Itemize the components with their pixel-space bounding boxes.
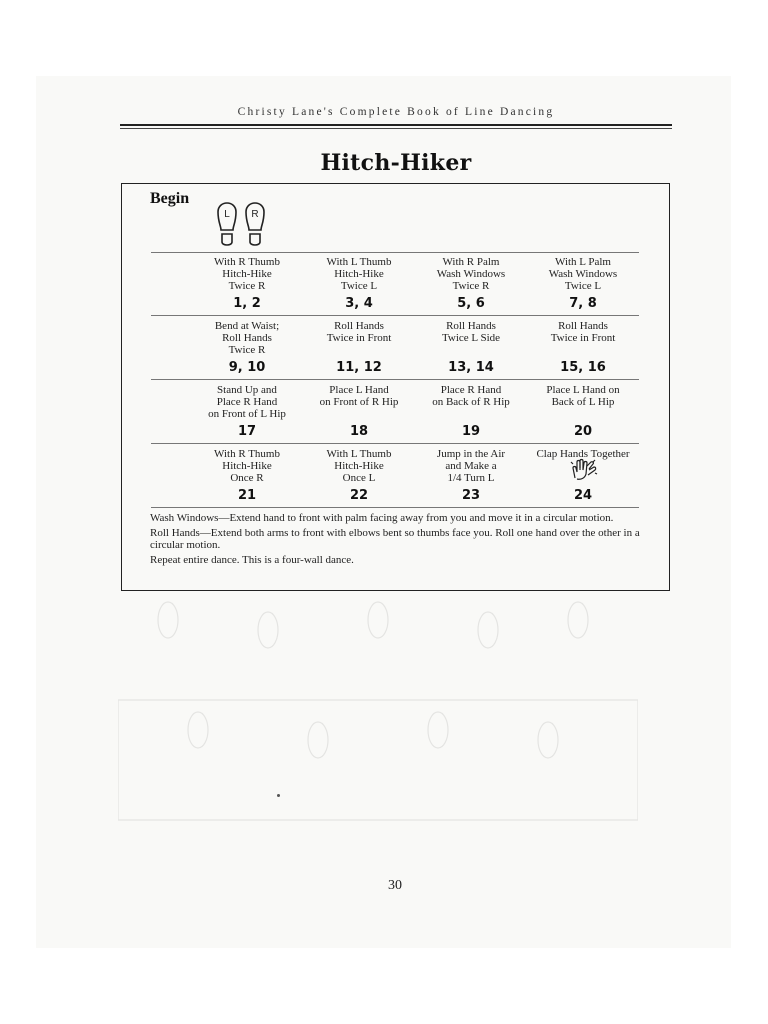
step-line: With L Thumb bbox=[326, 256, 392, 268]
step-counts: 13, 14 bbox=[448, 360, 494, 375]
step-line: Place L Hand bbox=[329, 384, 389, 396]
step-line: Jump in the Air bbox=[436, 448, 506, 460]
step-line: Hitch-Hike bbox=[334, 460, 384, 472]
row-divider bbox=[151, 315, 639, 316]
step-line: Twice L bbox=[340, 280, 378, 292]
starting-feet-icon bbox=[212, 196, 272, 248]
step-17 bbox=[188, 384, 306, 420]
step-counts: 5, 6 bbox=[457, 296, 485, 311]
begin-label: Begin bbox=[150, 190, 190, 207]
step-counts: 19 bbox=[461, 424, 481, 439]
step-counts: 20 bbox=[573, 424, 593, 439]
step-11-12 bbox=[300, 320, 418, 344]
step-line: Roll Hands bbox=[334, 320, 384, 332]
step-line: Once R bbox=[230, 472, 264, 484]
step-line: Back of L Hip bbox=[551, 396, 615, 408]
step-line: Roll Hands bbox=[446, 320, 496, 332]
step-line: Twice L bbox=[564, 280, 602, 292]
step-line: Twice in Front bbox=[326, 332, 392, 344]
step-line: Place L Hand on bbox=[546, 384, 620, 396]
step-counts: 23 bbox=[461, 488, 481, 503]
step-3-4 bbox=[300, 256, 418, 292]
step-line: With L Palm bbox=[555, 256, 611, 268]
step-line: Roll Hands bbox=[558, 320, 608, 332]
step-counts: 18 bbox=[349, 424, 369, 439]
step-counts: 22 bbox=[349, 488, 369, 503]
step-counts: 11, 12 bbox=[336, 360, 382, 375]
step-line: Wash Windows bbox=[436, 268, 506, 280]
header-rule-thin bbox=[120, 128, 672, 129]
step-line: Twice L Side bbox=[441, 332, 501, 344]
step-7-8 bbox=[524, 256, 642, 292]
row-divider bbox=[151, 507, 639, 508]
step-counts: 24 bbox=[573, 488, 593, 503]
step-13-14 bbox=[412, 320, 530, 344]
step-counts: 15, 16 bbox=[560, 360, 606, 375]
step-23 bbox=[412, 448, 530, 484]
step-line: Bend at Waist; bbox=[214, 320, 280, 332]
step-20 bbox=[524, 384, 642, 408]
clapping-hands-icon bbox=[569, 458, 599, 482]
step-line: and Make a bbox=[445, 460, 497, 472]
step-line: Twice R bbox=[228, 344, 266, 356]
step-19 bbox=[412, 384, 530, 408]
right-foot-label: R bbox=[251, 209, 259, 220]
step-5-6 bbox=[412, 256, 530, 292]
row-divider bbox=[151, 252, 639, 253]
step-line: Twice R bbox=[228, 280, 266, 292]
step-line: on Front of L Hip bbox=[208, 408, 286, 420]
step-1-2 bbox=[188, 256, 306, 292]
step-line: With R Thumb bbox=[214, 448, 280, 460]
dance-notes bbox=[150, 512, 644, 569]
row-divider bbox=[151, 379, 639, 380]
step-line: Twice R bbox=[452, 280, 490, 292]
step-line: Wash Windows bbox=[548, 268, 618, 280]
step-line: Clap Hands Together bbox=[536, 448, 630, 460]
note-repeat: Repeat entire dance. This is a four-wall dance. bbox=[150, 554, 354, 566]
right-foot-heel-icon bbox=[250, 234, 260, 245]
step-counts: 21 bbox=[237, 488, 257, 503]
step-line: Hitch-Hike bbox=[222, 460, 272, 472]
speck bbox=[277, 794, 280, 797]
step-18 bbox=[300, 384, 418, 408]
step-line: With R Palm bbox=[442, 256, 500, 268]
step-line: Twice in Front bbox=[550, 332, 616, 344]
step-counts: 9, 10 bbox=[228, 360, 266, 375]
step-line: Roll Hands bbox=[222, 332, 272, 344]
step-counts: 7, 8 bbox=[569, 296, 597, 311]
step-line: Stand Up and bbox=[217, 384, 277, 396]
step-counts: 1, 2 bbox=[233, 296, 261, 311]
step-line: With L Thumb bbox=[326, 448, 392, 460]
row-divider bbox=[151, 443, 639, 444]
step-15-16 bbox=[524, 320, 642, 344]
left-foot-heel-icon bbox=[222, 234, 232, 245]
step-counts: 3, 4 bbox=[345, 296, 373, 311]
step-line: on Front of R Hip bbox=[319, 396, 399, 408]
step-line: With R Thumb bbox=[214, 256, 280, 268]
step-line: Place R Hand bbox=[440, 384, 502, 396]
dance-title: Hitch-Hiker bbox=[320, 150, 472, 176]
step-line: 1/4 Turn L bbox=[447, 472, 495, 484]
note-roll-hands: Roll Hands—Extend both arms to front with elbows bent so thumbs face you. Roll one hand over the other in a circular motion. bbox=[150, 527, 640, 551]
step-21 bbox=[188, 448, 306, 484]
header-rule bbox=[120, 124, 672, 126]
step-line: Hitch-Hike bbox=[334, 268, 384, 280]
step-22 bbox=[300, 448, 418, 484]
step-line: Place R Hand bbox=[216, 396, 278, 408]
note-wash-windows: Wash Windows—Extend hand to front with palm facing away from you and move it in a circular motion. bbox=[150, 512, 614, 524]
running-head: Christy Lane's Complete Book of Line Dancing bbox=[237, 106, 555, 118]
step-counts: 17 bbox=[237, 424, 257, 439]
step-line: Once L bbox=[342, 472, 376, 484]
step-9-10 bbox=[188, 320, 306, 356]
left-foot-label: L bbox=[224, 209, 230, 220]
step-line: Hitch-Hike bbox=[222, 268, 272, 280]
step-line: on Back of R Hip bbox=[432, 396, 510, 408]
page-number: 30 bbox=[388, 878, 402, 893]
